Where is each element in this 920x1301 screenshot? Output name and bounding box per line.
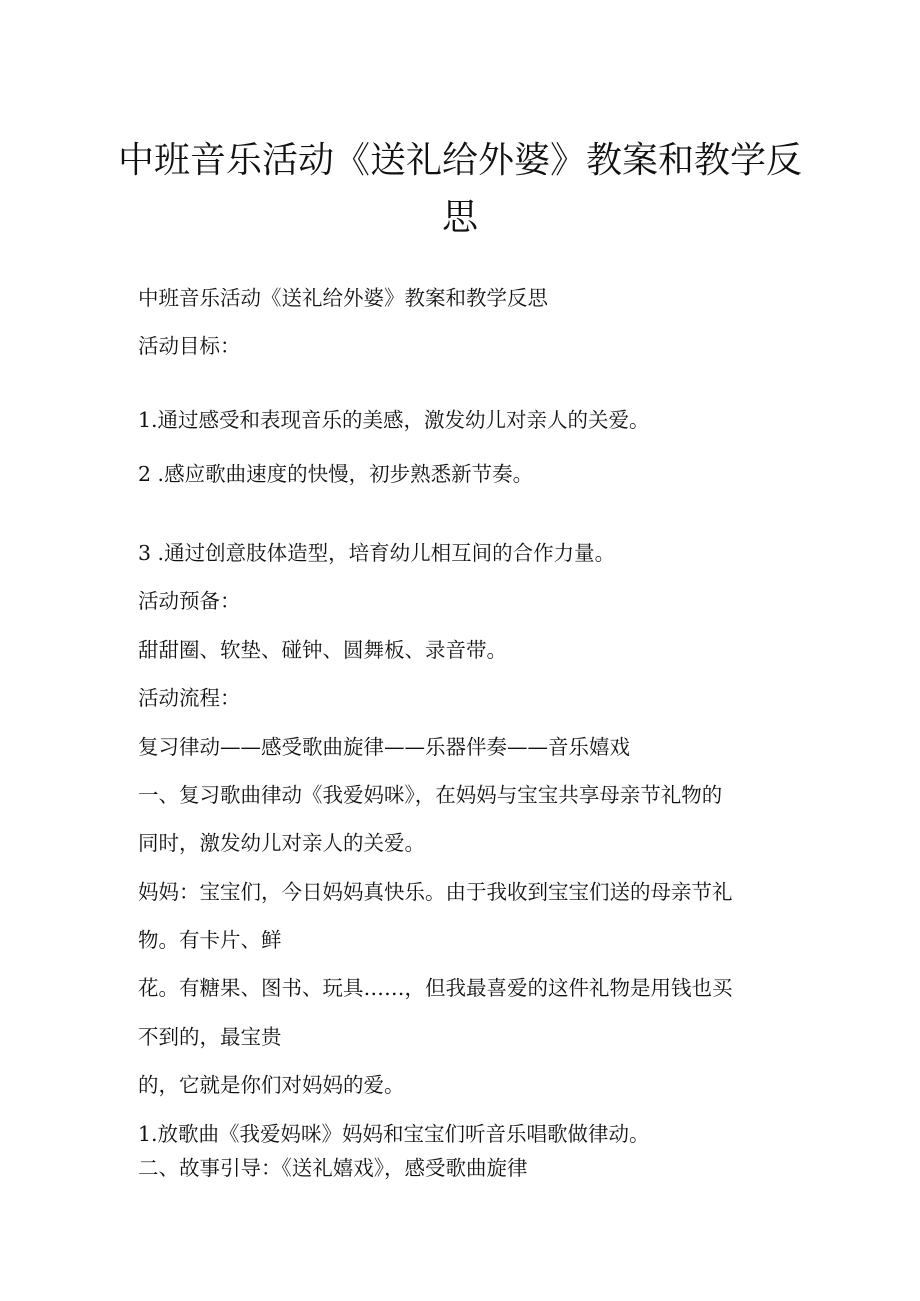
step-item-1: 1.放歌曲《我爱妈咪》妈妈和宝宝们听音乐唱歌做律动。 [138,1122,650,1146]
document-title-line-1: 中班音乐活动《送礼给外婆》教案和教学反 [117,140,802,181]
document-title-line-2: 思 [441,197,478,238]
section-1-line-1: 一、复习歌曲律动《我爱妈咪》，在妈妈与宝宝共享母亲节礼物的 [138,783,723,807]
document-subtitle: 中班音乐活动《送礼给外婆》教案和教学反思 [138,286,548,310]
prep-items: 甜甜圈、软垫、碰钟、圆舞板、录音带。 [138,638,507,662]
goal-item-2: 2 .感应歌曲速度的快慢，初步熟悉新节奏。 [138,462,534,486]
goal-item-1: 1.通过感受和表现音乐的美感，激发幼儿对亲人的关爱。 [138,408,650,432]
mom-dialogue-line-3: 花。有糖果、图书、玩具……，但我最喜爱的这件礼物是用钱也买 [138,976,733,1000]
goals-heading: 活动目标： [138,334,241,358]
mom-dialogue-line-5: 的，它就是你们对妈妈的爱。 [138,1073,405,1097]
prep-heading: 活动预备： [138,589,241,613]
goal-item-3: 3 .通过创意肢体造型，培育幼儿相互间的合作力量。 [138,541,616,565]
section-1-line-2: 同时，激发幼儿对亲人的关爱。 [138,831,425,855]
mom-dialogue-line-2: 物。有卡片、鲜 [138,928,282,952]
flow-overview: 复习律动——感受歌曲旋律——乐器伴奏——音乐嬉戏 [138,735,630,759]
flow-heading: 活动流程： [138,686,241,710]
mom-dialogue-line-4: 不到的，最宝贵 [138,1025,282,1049]
section-2-heading: 二、故事引导：《送礼嬉戏》，感受歌曲旋律 [138,1156,528,1180]
mom-dialogue-line-1: 妈妈：宝宝们，今日妈妈真快乐。由于我收到宝宝们送的母亲节礼 [138,880,733,904]
